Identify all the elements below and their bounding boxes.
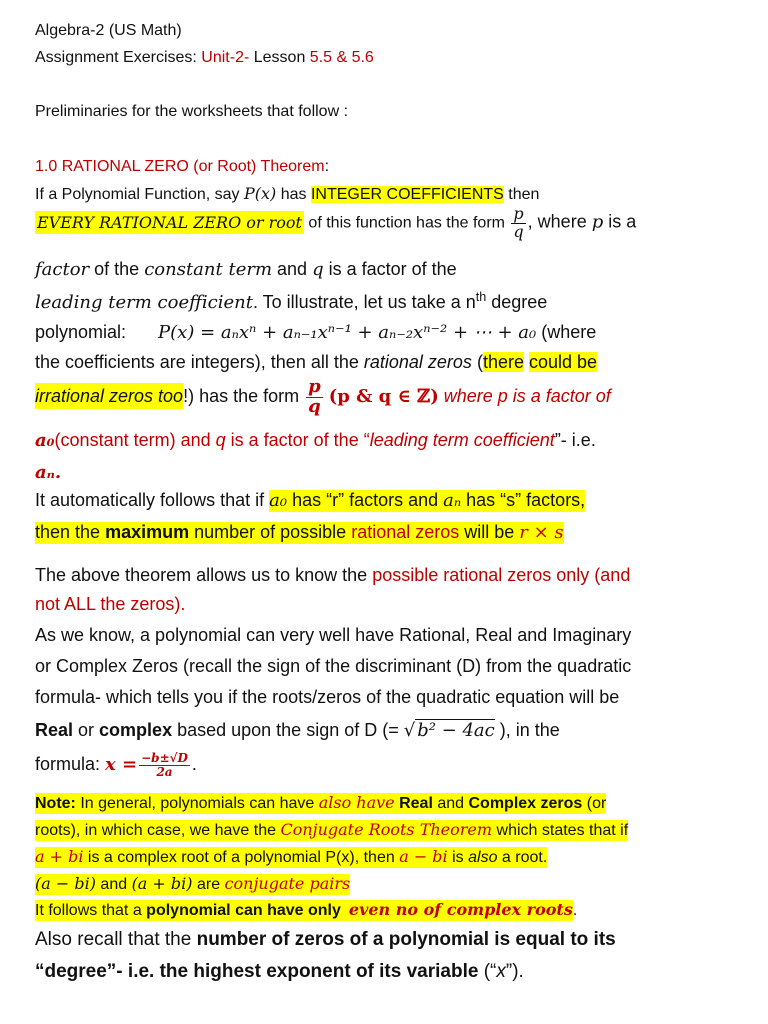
b2-red: not ALL the zeros).: [35, 594, 186, 614]
n3-abi: a + bi: [35, 847, 84, 866]
b3: As we know, a polynomial can very well have Rational, Real and Imaginary: [35, 625, 632, 645]
polynomial-formula: P(x) = aₙxⁿ + aₙ₋₁xⁿ⁻¹ + aₙ₋₂xⁿ⁻² + ⋯ + a₀: [158, 322, 537, 343]
t11-a: then the: [35, 522, 106, 542]
t4-th: th: [475, 290, 487, 304]
frac-den: q: [513, 221, 524, 241]
t2-b: , where: [527, 211, 592, 232]
note-line-5: [35, 900, 577, 920]
theorem-title-text: 1.0 RATIONAL ZERO (or Root) Theorem: [35, 158, 325, 175]
note-label: Note:: [35, 795, 76, 812]
t2-a: of this function has the form: [303, 214, 510, 232]
course-name: Algebra-2 (US Math): [35, 22, 182, 39]
n5-b: polynomial can have only: [146, 902, 341, 919]
t2-c: is a: [603, 211, 637, 232]
b5: formula- which tells you if the roots/zeros of the quadratic equation will be: [35, 687, 620, 707]
t4-a: . To illustrate, let us take a n: [252, 292, 476, 312]
note-line-3: [35, 847, 547, 867]
theorem-title-colon: :: [324, 158, 330, 175]
n4-cp: conjugate pairs: [224, 874, 351, 893]
n4-p1: (a − bi): [35, 874, 96, 893]
t10-a: It automatically follows that if: [35, 490, 270, 510]
frac2-den: q: [308, 395, 321, 417]
intro-text: Preliminaries for the worksheets that follow :: [35, 103, 349, 120]
body-line-2: [35, 594, 185, 615]
t11-max: maximum: [105, 522, 190, 542]
n3-b: is: [447, 849, 469, 866]
theorem-line-2: [35, 206, 636, 241]
n3-c: a root.: [497, 849, 548, 866]
c2-x: x: [496, 961, 506, 982]
t3-const: constant term: [144, 259, 273, 280]
c2-b: (“: [478, 961, 497, 982]
n3-a: is a complex root of a polynomial P(x), then: [83, 849, 400, 866]
note-highlight-5: [35, 900, 573, 921]
p-over-q-fraction: [511, 206, 525, 241]
t5-a: polynomial:: [35, 322, 127, 342]
frac-num: p: [513, 204, 524, 223]
t4-lead: leading term coefficient: [35, 292, 253, 313]
t4-b: degree: [486, 292, 548, 312]
discriminant-radicand: b² − 4ac: [417, 720, 495, 741]
theorem-line-6: [35, 352, 597, 373]
b6-complex: complex: [99, 720, 173, 740]
n1-real: Real: [394, 795, 433, 812]
t11-rs: r × s: [519, 522, 564, 543]
t9-an: aₙ.: [35, 462, 62, 483]
t10-c: has “s” factors,: [461, 490, 586, 510]
qf-num: −b±√D: [141, 751, 188, 765]
lesson-numbers: 5.5 & 5.6: [309, 49, 374, 66]
course-title: [35, 22, 182, 40]
theorem-line-5: [35, 322, 596, 343]
b1-red: possible rational zeros only (and: [372, 565, 631, 585]
theorem-line-8: [35, 430, 596, 451]
t3-b: and: [272, 259, 313, 279]
t7-set: (p & q ∈ ℤ): [328, 386, 439, 408]
n2-crt: Conjugate Roots Theorem: [280, 820, 493, 839]
n4-and: and: [95, 876, 132, 893]
theorem-line-3: [35, 259, 457, 280]
t10-an: aₙ: [443, 490, 462, 511]
t3-c: is a factor of the: [323, 259, 457, 279]
n2-a: roots), in which case, we have the: [35, 822, 281, 839]
body-line-7: [35, 752, 197, 778]
t1-a: If a Polynomial Function, say: [35, 186, 244, 203]
t6-a: the coefficients are integers), then all the: [35, 352, 364, 372]
note-highlight-1: [35, 793, 606, 814]
n3-ambi: a − bi: [399, 847, 448, 866]
t6-italic: rational zeros: [363, 352, 472, 372]
t8-b: is a factor of the “: [225, 430, 370, 450]
t8-italic: leading term coefficient: [369, 430, 555, 450]
n5-a: It follows that a: [35, 902, 147, 919]
c1-a: Also recall that the: [35, 929, 197, 950]
c1-b: number of zeros of a polynomial is equal to its: [196, 929, 616, 950]
closing-line-2: [35, 961, 524, 983]
theorem-line-11: [35, 522, 564, 543]
t5-b: (where: [536, 322, 597, 342]
note-highlight-2: [35, 820, 628, 841]
n1-b: (or: [582, 795, 607, 812]
quadratic-fraction: [139, 752, 190, 778]
t7-a: !) has the form: [183, 386, 305, 407]
assignment-line: [35, 49, 374, 67]
n5-dot: .: [572, 902, 578, 919]
t10-b: has “r” factors and: [287, 490, 444, 510]
t2-p: p: [591, 211, 604, 233]
body-line-6: [35, 720, 560, 741]
b6-real: Real: [35, 720, 74, 740]
body-line-3: [35, 625, 631, 646]
c2-a: “degree”- i.e. the highest exponent of its variable: [35, 961, 479, 982]
intro-line: [35, 103, 348, 121]
n2-b: which states that if: [492, 822, 629, 839]
b4: or Complex Zeros (recall the sign of the discriminant (D) from the quadratic: [35, 656, 632, 676]
t1-b: has: [276, 186, 311, 203]
t11-c: will be: [459, 522, 520, 542]
n1-cz: Complex zeros: [468, 795, 583, 812]
b7-a: formula:: [35, 753, 106, 774]
sqrt-icon: √: [403, 720, 416, 741]
t3-q: q: [312, 259, 324, 280]
body-line-4: [35, 656, 631, 677]
theorem-line-9: [35, 462, 61, 483]
note-highlight-3: [35, 847, 547, 868]
t11-highlight: [35, 522, 564, 544]
n1-also: also have: [318, 793, 395, 812]
theorem-line-10: [35, 490, 585, 511]
t3-factor: factor: [35, 259, 90, 280]
b1-a: The above theorem allows us to know the: [35, 565, 373, 585]
closing-line-1: [35, 929, 616, 951]
t7-highlight: irrational zeros too: [35, 383, 183, 409]
body-line-1: [35, 565, 630, 586]
c2-c: ”).: [505, 961, 524, 982]
t6-hl2: could be: [528, 352, 598, 372]
b7-x: x =: [105, 753, 138, 775]
n1-a: In general, polynomials can have: [75, 795, 319, 812]
lesson-word: Lesson: [249, 49, 310, 66]
t1-c: then: [503, 186, 540, 203]
t11-rz: rational zeros: [351, 522, 460, 542]
p-over-q-fraction-2: [306, 378, 323, 417]
theorem-line-7: [35, 378, 611, 417]
n4-p2: (a + bi): [131, 874, 193, 893]
t10-highlight: [269, 490, 585, 512]
note-line-1: [35, 793, 606, 813]
t6-hl1: there: [482, 352, 524, 372]
n1-and: and: [432, 795, 469, 812]
note-line-4: [35, 874, 350, 894]
t11-b: number of possible: [189, 522, 352, 542]
b6-a: based upon the sign of D (=: [172, 720, 404, 740]
qf-den: 2a: [156, 764, 173, 779]
note-line-2: [35, 820, 628, 840]
t8-a: (constant term) and: [54, 430, 216, 450]
b7-dot: .: [191, 753, 197, 774]
assign-prefix: Assignment Exercises:: [35, 49, 202, 66]
t1-highlight: INTEGER COEFFICIENTS: [310, 186, 504, 203]
t7-b: where p is a factor of: [438, 386, 611, 407]
t8-a0: a₀: [35, 430, 55, 451]
n3-also: also: [468, 849, 498, 866]
unit-label: Unit-2-: [201, 49, 250, 66]
frac2-num: p: [308, 376, 321, 397]
t2-highlight: EVERY RATIONAL ZERO or root: [37, 212, 302, 232]
body-line-5: [35, 687, 619, 708]
n4-are: are: [192, 876, 225, 893]
t3-a: of the: [89, 259, 145, 279]
b6-or: or: [73, 720, 100, 740]
t10-a0: a₀: [269, 490, 288, 511]
note-highlight-4: [35, 874, 350, 895]
b6-b: ), in the: [494, 720, 560, 740]
theorem-line-4: [35, 290, 547, 313]
theorem-line-1: [35, 184, 539, 204]
t6-b: (: [471, 352, 483, 372]
t8-c: ”- i.e.: [554, 430, 596, 450]
t8-q: q: [215, 430, 226, 450]
theorem-title: [35, 158, 329, 176]
t1-px: P(x): [243, 184, 277, 203]
n5-even: even no of complex roots: [348, 900, 573, 919]
